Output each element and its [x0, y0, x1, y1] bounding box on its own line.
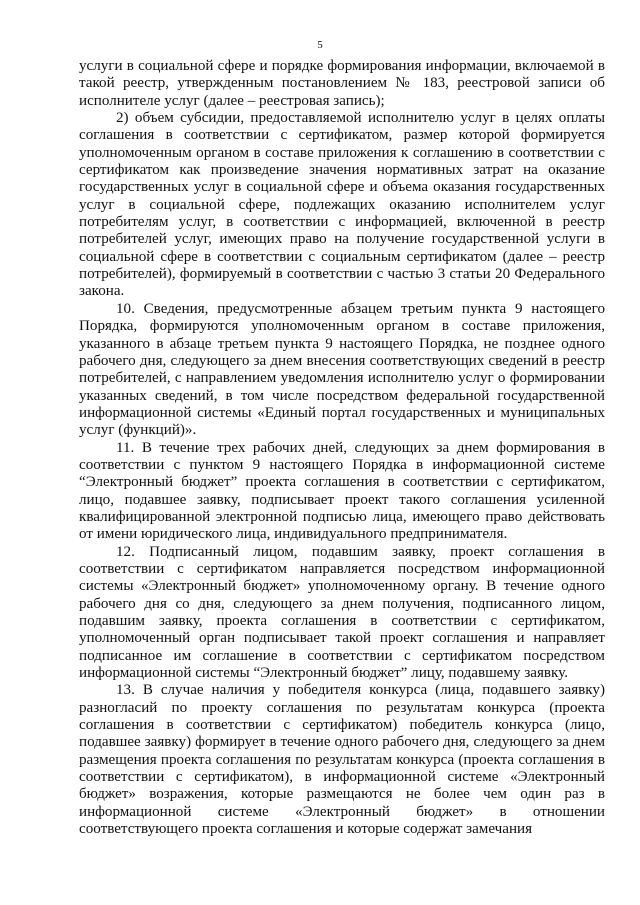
document-body — [79, 58, 605, 838]
paragraph-item-2: 2) объем субсидии, предоставляемой исполнителю услуг в целях оплаты соглашения в соответствии с сертификатом, размер которой формируется уполномоченным органом в составе приложения к соглашению в соответствии с сертификатом как произведение значения нормативных затрат на оказание государственных услуг в социальной сфере и объема оказания государственных услуг в социальной сфере, подлежащих оказанию исполнителем услуг потребителям услуг, в соответствии с информацией, включенной в реестр потребителей услуг, имеющих право на получение государственной услуги в социальной сфере в соответствии с социальным сертификатом (далее – реестр потребителей), формируемый в соответствии с частью 3 статьи 20 Федерального закона. — [79, 110, 605, 300]
paragraph-clause-13: 13. В случае наличия у победителя конкурса (лица, подавшего заявку) разногласий по проекту соглашения по результатам конкурса (проекта соглашения в соответствии с сертификатом) победитель конкурса (лицо, подавшее заявку) формирует в течение одного рабочего дня, следующего за днем размещения проекта соглашения по результатам конкурса (проекта соглашения в соответствии с сертификатом), в информационной системе «Электронный бюджет» возражения, которые размещаются не более чем один раз в информационной системе «Электронный бюджет» в отношении соответствующего проекта соглашения и которые содержат замечания — [79, 682, 605, 838]
paragraph-clause-12: 12. Подписанный лицом, подавшим заявку, проект соглашения в соответствии с сертификатом направляется посредством информационной системы «Электронный бюджет» уполномоченному органу. В течение одного рабочего дня со дня, следующего за днем получения, подписанного лицом, подавшим заявку, проекта соглашения в соответствии с сертификатом, уполномоченный орган подписывает такой проект соглашения и направляет подписанное им соглашение в соответствии с сертификатом посредством информационной системы “Электронный бюджет” лицу, подавшему заявку. — [79, 543, 605, 682]
paragraph-clause-11: 11. В течение трех рабочих дней, следующих за днем формирования в соответствии с пунктом 9 настоящего Порядка в информационной системе “Электронный бюджет” проекта соглашения в соответствии с сертификатом, лицо, подавшее заявку, подписывает проект такого соглашения усиленной квалифицированной электронной подписью лица, имеющего право действовать от имени юридического лица, индивидуального предпринимателя. — [79, 439, 605, 543]
paragraph-clause-10: 10. Сведения, предусмотренные абзацем третьим пункта 9 настоящего Порядка, формируются уполномоченным органом в составе приложения, указанного в абзаце третьем пункта 9 настоящего Порядка, не позднее одного рабочего дня, следующего за днем внесения соответствующих сведений в реестр потребителей, с направлением уведомления исполнителю услуг о формировании указанных сведений, в том числе посредством федеральной государственной информационной системы «Единый портал государственных и муниципальных услуг (функций)». — [79, 300, 605, 439]
page-number: 5 — [317, 39, 323, 51]
paragraph-continuation: услуги в социальной сфере и порядке формирования информации, включаемой в такой реестр, утвержденным постановлением № 183, реестровой записи об исполнителе услуг (далее – реестровая запись); — [79, 58, 605, 109]
